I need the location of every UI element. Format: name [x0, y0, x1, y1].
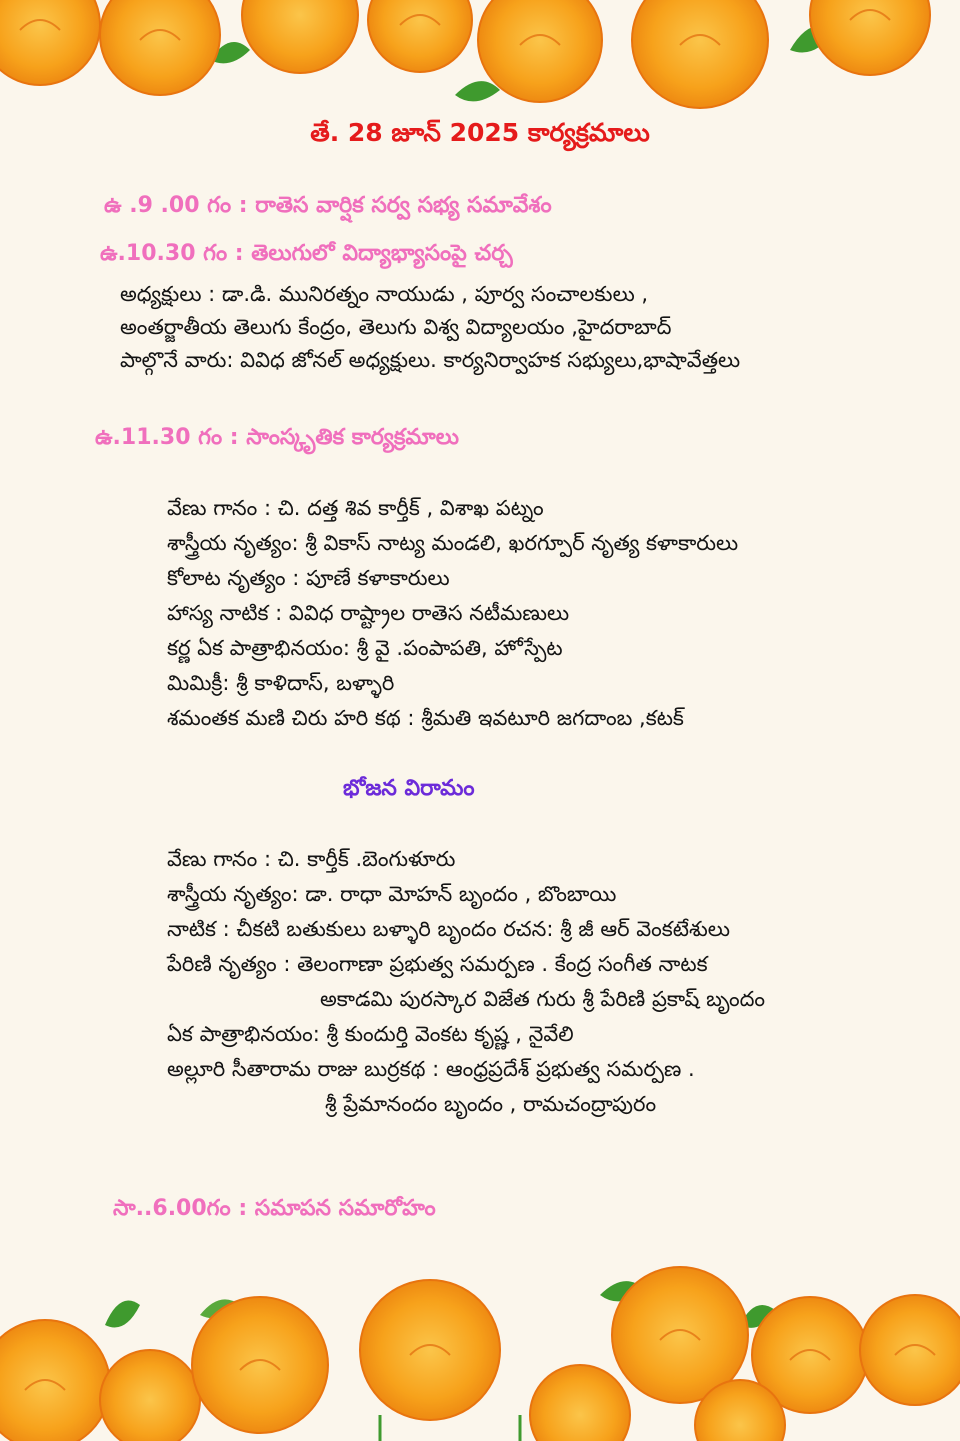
page-title: తే. 28 జూన్ 2025 కార్యక్రమాలు — [310, 118, 650, 147]
program-detail-line: శాస్త్రీయ నృత్యం: శ్రీ వికాస్ నాట్య మండలి, ఖరగ్పూర్ నృత్య కళాకారులు — [167, 531, 739, 555]
program-detail-line: ఏక పాత్రాభినయం: శ్రీ కుందుర్తి వెంకట కృష్ణ , నైవేలి — [167, 1022, 574, 1046]
program-detail-line: కర్ణ ఏక పాత్రాభినయం: శ్రీ వై .పంపాపతి, హోస్పేట — [167, 636, 563, 660]
program-detail-line: పాల్గొనే వారు: వివిధ జోనల్ అధ్యక్షులు. కార్యనిర్వాహక సభ్యులు,భాషావేత్తలు — [120, 348, 741, 372]
program-detail-line: శాస్త్రీయ నృత్యం: డా. రాధా మోహన్ బృందం , బొంబాయి — [167, 882, 617, 906]
program-detail-line: శ్రీ ప్రేమానందం బృందం , రామచంద్రాపురం — [325, 1092, 657, 1116]
program-detail-line: కోలాట నృత్యం : పూణే కళాకారులు — [167, 566, 450, 590]
program-detail-line: అల్లూరి సీతారామ రాజు బుర్రకథ : ఆంధ్రప్రదేశ్ ప్రభుత్వ సమర్పణ . — [167, 1057, 695, 1081]
program-detail-line: నాటిక : చీకటి బతుకులు బళ్ళారి బృందం రచన: శ్రీ జీ ఆర్ వెంకటేశులు — [167, 917, 730, 941]
marigold-border-bottom-icon — [0, 1265, 960, 1441]
program-detail-line: వేణు గానం : చి. కార్తీక్ .బెంగుళూరు — [167, 847, 456, 871]
marigold-border-top-icon — [0, 0, 960, 120]
program-detail-line: పేరిణి నృత్యం : తెలంగాణా ప్రభుత్వ సమర్పణ . కేంద్ర సంగీత నాటక — [167, 952, 708, 976]
program-detail-line: మిమిక్రీ: శ్రీ కాళిదాస్, బళ్ళారి — [167, 671, 395, 695]
lunch-break-label: భోజన విరామం — [343, 776, 475, 801]
session-time-slot: ఉ.10.30 గం : తెలుగులో విద్యాభ్యాసంపై చర్చ — [100, 241, 513, 266]
program-detail-line: అంతర్జాతీయ తెలుగు కేంద్రం, తెలుగు విశ్వ విద్యాలయం ,హైదరాబాద్ — [120, 315, 672, 339]
session-time-slot: సా..6.00గం : సమాపన సమారోహం — [113, 1196, 436, 1221]
session-time-slot: ఉ .9 .00 గం : రాతెస వార్షిక సర్వ సభ్య సమావేశం — [104, 193, 552, 218]
program-detail-line: హాస్య నాటిక : వివిధ రాష్ట్రాల రాతెస నటీమణులు — [167, 601, 570, 625]
session-time-slot: ఉ.11.30 గం : సాంస్కృతిక కార్యక్రమాలు — [95, 425, 459, 450]
program-detail-line: శమంతక మణి చిరు హరి కథ : శ్రీమతి ఇవటూరి జగదాంబ ,కటక్ — [167, 706, 684, 730]
program-detail-line: అకాడమి పురస్కార విజేత గురు శ్రీ పేరిణి ప్రకాష్ బృందం — [320, 987, 766, 1011]
program-detail-line: వేణు గానం : చి. దత్త శివ కార్తీక్ , విశాఖ పట్నం — [167, 496, 544, 520]
program-detail-line: అధ్యక్షులు : డా.డి. మునిరత్నం నాయుడు , పూర్వ సంచాలకులు , — [120, 282, 649, 306]
